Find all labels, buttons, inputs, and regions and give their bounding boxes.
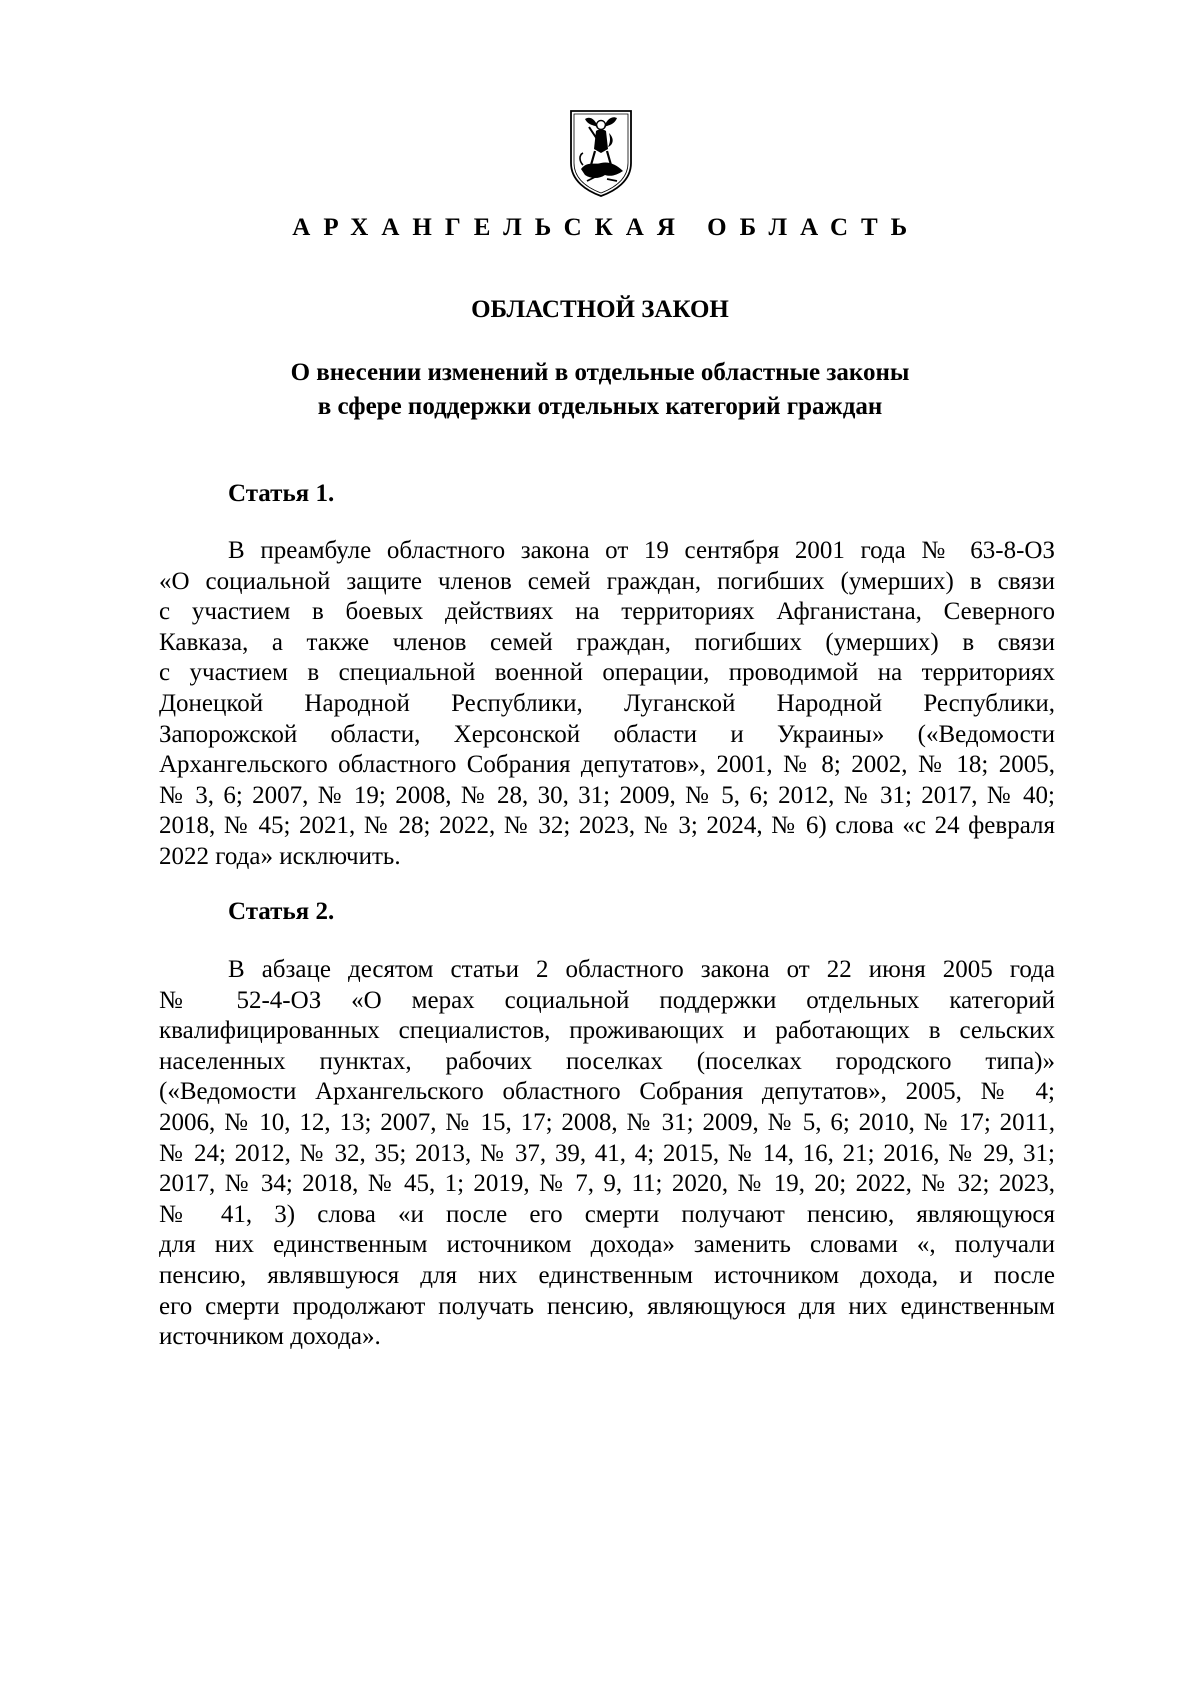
- text-line: 2022 года» исключить.: [159, 842, 401, 870]
- article-1-text: [159, 536, 1055, 873]
- coat-of-arms-icon: [565, 105, 637, 199]
- text-line: № 52-4-ОЗ «О мерах социальной поддержки отдельных категорий: [159, 986, 1055, 1014]
- text-line: «О социальной защите членов семей граждан, погибших (умерших) в связи: [159, 567, 1055, 595]
- text-line: № 24; 2012, № 32, 35; 2013, № 37, 39, 41, 4; 2015, № 14, 16, 21; 2016, № 29, 31;: [159, 1139, 1055, 1167]
- text-line: В преамбуле областного закона от 19 сентября 2001 года № 63-8-ОЗ: [228, 537, 1055, 564]
- document-type: ОБЛАСТНОЙ ЗАКОН: [471, 296, 729, 323]
- text-line: источником дохода».: [159, 1323, 381, 1351]
- document-title: [0, 356, 1200, 424]
- text-line: № 3, 6; 2007, № 19; 2008, № 28, 30, 31; 2009, № 5, 6; 2012, № 31; 2017, № 40;: [159, 781, 1055, 809]
- text-line: 2006, № 10, 12, 13; 2007, № 15, 17; 2008, № 31; 2009, № 5, 6; 2010, № 17; 2011,: [159, 1108, 1055, 1136]
- text-line: («Ведомости Архангельского областного Собрания депутатов», 2005, № 4;: [159, 1078, 1055, 1106]
- text-line: для них единственным источником дохода» заменить словами «, получали: [159, 1231, 1055, 1259]
- text-line: с участием в специальной военной операции, проводимой на территориях: [159, 659, 1055, 687]
- document-title-line: в сфере поддержки отдельных категорий граждан: [317, 393, 883, 420]
- text-line: Запорожской области, Херсонской области и Украины» («Ведомости: [159, 720, 1055, 748]
- text-line: Архангельского областного Собрания депутатов», 2001, № 8; 2002, № 18; 2005,: [159, 751, 1055, 779]
- text-line: квалифицированных специалистов, проживающих и работающих в сельских: [159, 1017, 1055, 1045]
- text-line: с участием в боевых действиях на территориях Афганистана, Северного: [159, 598, 1055, 626]
- text-line: 2017, № 34; 2018, № 45, 1; 2019, № 7, 9, 11; 2020, № 19, 20; 2022, № 32; 2023,: [159, 1170, 1055, 1198]
- text-line: его смерти продолжают получать пенсию, являющуюся для них единственным: [159, 1292, 1055, 1320]
- text-line: № 41, 3) слова «и после его смерти получают пенсию, являющуюся: [159, 1200, 1055, 1228]
- document-title-line: О внесении изменений в отдельные областные законы: [290, 359, 910, 386]
- region-name: АРХАНГЕЛЬСКАЯ ОБЛАСТЬ: [292, 214, 921, 241]
- text-line: Кавказа, а также членов семей граждан, погибших (умерших) в связи: [159, 628, 1055, 656]
- article-2-text: [159, 955, 1055, 1353]
- article-2-heading: Статья 2.: [228, 898, 335, 925]
- text-line: населенных пунктах, рабочих поселках (поселках городского типа)»: [159, 1047, 1055, 1075]
- text-line: Донецкой Народной Республики, Луганской Народной Республики,: [159, 689, 1055, 717]
- text-line: 2018, № 45; 2021, № 28; 2022, № 32; 2023, № 3; 2024, № 6) слова «с 24 февраля: [159, 812, 1055, 840]
- text-line: пенсию, являвшуюся для них единственным источником дохода, и после: [159, 1261, 1055, 1289]
- text-line: В абзаце десятом статьи 2 областного закона от 22 июня 2005 года: [228, 956, 1055, 983]
- article-1-heading: Статья 1.: [228, 480, 335, 507]
